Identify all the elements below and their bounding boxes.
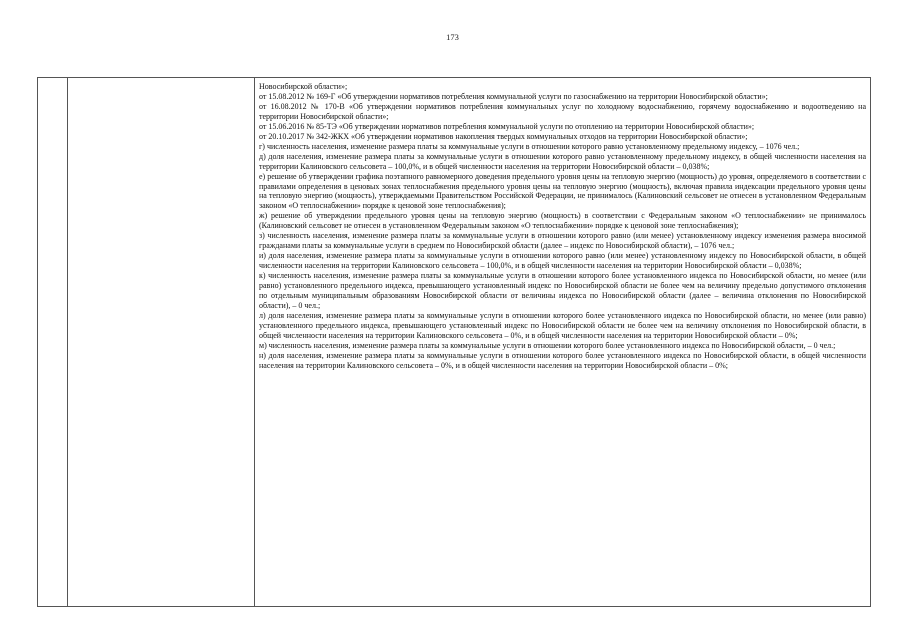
paragraph: от 15.06.2016 № 85-ТЭ «Об утверждении нормативов потребления коммунальной услуги по отоплению на территории Новосибирской области»; [259, 121, 755, 131]
document-table [37, 77, 871, 607]
paragraph: от 15.08.2012 № 169-Г «Об утверждении нормативов потребления коммунальной услуги по газоснабжению на территории Новосибирской области»; [259, 91, 768, 101]
paragraph: д) доля населения, изменение размера платы за коммунальные услуги в отношении которого равно установленному предельному индексу, в общей численности населения на территории Калиновского сельсовета – 100,0%, и в общей численности населения на территории Новосибирской области – 0,038%; [259, 151, 866, 171]
paragraph: л) доля населения, изменение размера платы за коммунальные услуги в отношении которого более установленного индекса по Новосибирской области, но менее (или равно) установленного предельного индекса, превышающего установленный индекс по Новосибирской области не более чем на величину отклонения по Новосибирской области, в общей численности населения на территории Калиновского сельсовета – 0%, и в общей численности населения на территории Новосибирской области – 0%; [259, 310, 866, 340]
paragraph: г) численность населения, изменение размера платы за коммунальные услуги в отношении которого равно установленному предельному индексу, – 1076 чел.; [259, 141, 800, 151]
paragraph: н) доля населения, изменение размера платы за коммунальные услуги в отношении которого более установленного индекса по Новосибирской области, в общей численности населения на территории Калиновского сельсовета – 0%, и в общей численности населения на территории Новосибирской области – 0%; [259, 350, 866, 370]
table-cell-content [259, 82, 866, 371]
table-column-divider [67, 78, 68, 606]
paragraph: и) доля населения, изменение размера платы за коммунальные услуги в отношении которого равно (или менее) установленному индексу по Новосибирской области, в общей численности населения на территории Калиновского сельсовета – 100,0%, и в общей численности населения на территории Новосибирской области – 0,038%; [259, 251, 866, 271]
paragraph: м) численность населения, изменение размера платы за коммунальные услуги в отношении которого более установленного индекса по Новосибирской области, – 0 чел.; [259, 340, 836, 350]
paragraph: Новосибирской области»; [259, 82, 348, 91]
paragraph: от 16.08.2012 № 170-В «Об утверждении нормативов потребления коммунальных услуг по холодному водоснабжению, горячему водоснабжению и водоотведению на территории Новосибирской области»; [259, 101, 866, 121]
paragraph: ж) решение об утверждении предельного уровня цены на тепловую энергию (мощность) в соответствии с Федеральным законом «О теплоснабжении» не принималось (Калиновский сельсовет не отнесен в установленном Федеральным законом «О теплоснабжении» порядке к ценовой зоне теплоснабжения); [259, 211, 866, 231]
paragraph: е) решение об утверждении графика поэтапного равномерного доведения предельного уровня цены на тепловую энергию (мощность) до уровня, определяемого в соответствии с правилами определения в ценовых зонах теплоснабжения предельного уровня цены на тепловую энергию (мощность), включая правила индексации предельного уровня цены на тепловую энергию (мощность), утверждаемыми Правительством Российской Федерации, не принималось (Калиновский сельсовет не отнесен в установленном Федеральным законом «О теплоснабжении» порядке к ценовой зоне теплоснабжения); [259, 171, 866, 211]
table-column-divider [254, 78, 255, 606]
page-number: 173 [446, 32, 459, 42]
paragraph: от 20.10.2017 № 342-ЖКХ «Об утверждении нормативов накопления твердых коммунальных отходов на территории Новосибирской области»; [259, 131, 748, 141]
paragraph: з) численность населения, изменение размера платы за коммунальные услуги в отношении которого равно (или менее) установленному индексу изменения размера вносимой гражданами платы за коммунальные услуги в среднем по Новосибирской области (далее – индекс по Новосибирской области), – 1076 чел.; [259, 231, 866, 251]
paragraph: к) численность населения, изменение размера платы за коммунальные услуги в отношении которого более установленного индекса по Новосибирской области, но менее (или равно) установленного предельного индекса, превышающего установленный индекс по Новосибирской области не более чем на величину предельно допустимого отклонения по отдельным муниципальным образованиям Новосибирской области от величины индекса по Новосибирской области (далее – величина отклонения по Новосибирской области), – 0 чел.; [259, 271, 866, 310]
